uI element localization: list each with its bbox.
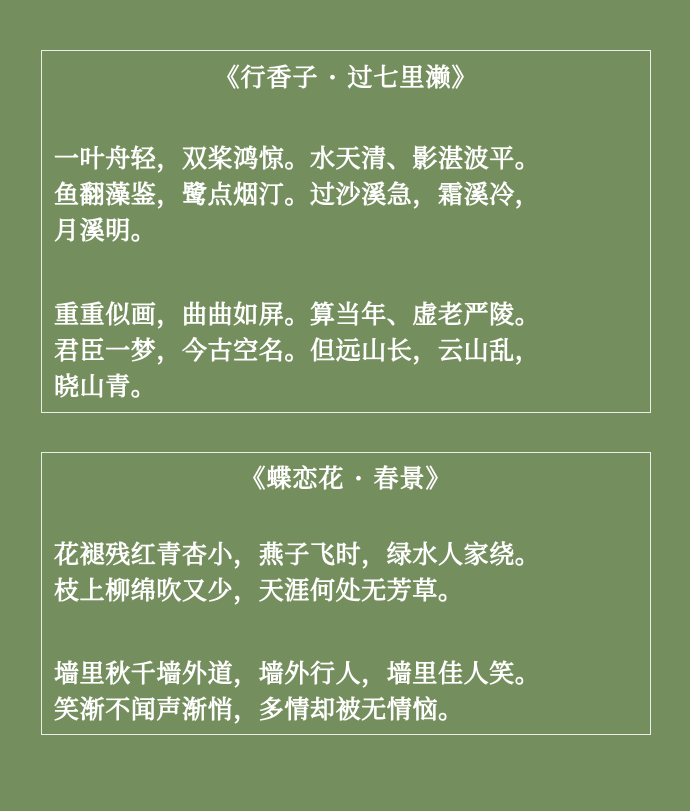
poem-line: 枝上柳绵吹又少，天涯何处无芳草。 xyxy=(54,576,464,605)
poem-line: 鱼翻藻鉴，鹭点烟汀。过沙溪急，霜溪冷， xyxy=(54,180,541,209)
poem-card-dielianhua xyxy=(41,452,651,735)
poem-line: 君臣一梦，今古空名。但远山长，云山乱， xyxy=(54,336,541,365)
poem-card-xingxiangzi xyxy=(41,50,651,413)
poem-line: 笑渐不闻声渐悄，多情却被无情恼。 xyxy=(54,695,464,724)
poem-line: 晓山青。 xyxy=(54,372,157,401)
poem-title: 《蝶恋花 · 春景》 xyxy=(240,464,452,493)
poem-stanza xyxy=(54,141,650,249)
poem-stanza xyxy=(54,656,650,728)
poem-line: 重重似画，曲曲如屏。算当年、虚老严陵。 xyxy=(54,300,541,329)
poem-line: 月溪明。 xyxy=(54,216,157,245)
poem-stanza xyxy=(54,297,650,405)
poem-line: 墙里秋千墙外道，墙外行人，墙里佳人笑。 xyxy=(54,659,541,688)
poem-title: 《行香子 · 过七里濑》 xyxy=(214,63,478,92)
poem-line: 一叶舟轻，双桨鸿惊。水天清、影湛波平。 xyxy=(54,144,541,173)
poem-stanza xyxy=(54,537,650,609)
poem-line: 花褪残红青杏小，燕子飞时，绿水人家绕。 xyxy=(54,540,541,569)
